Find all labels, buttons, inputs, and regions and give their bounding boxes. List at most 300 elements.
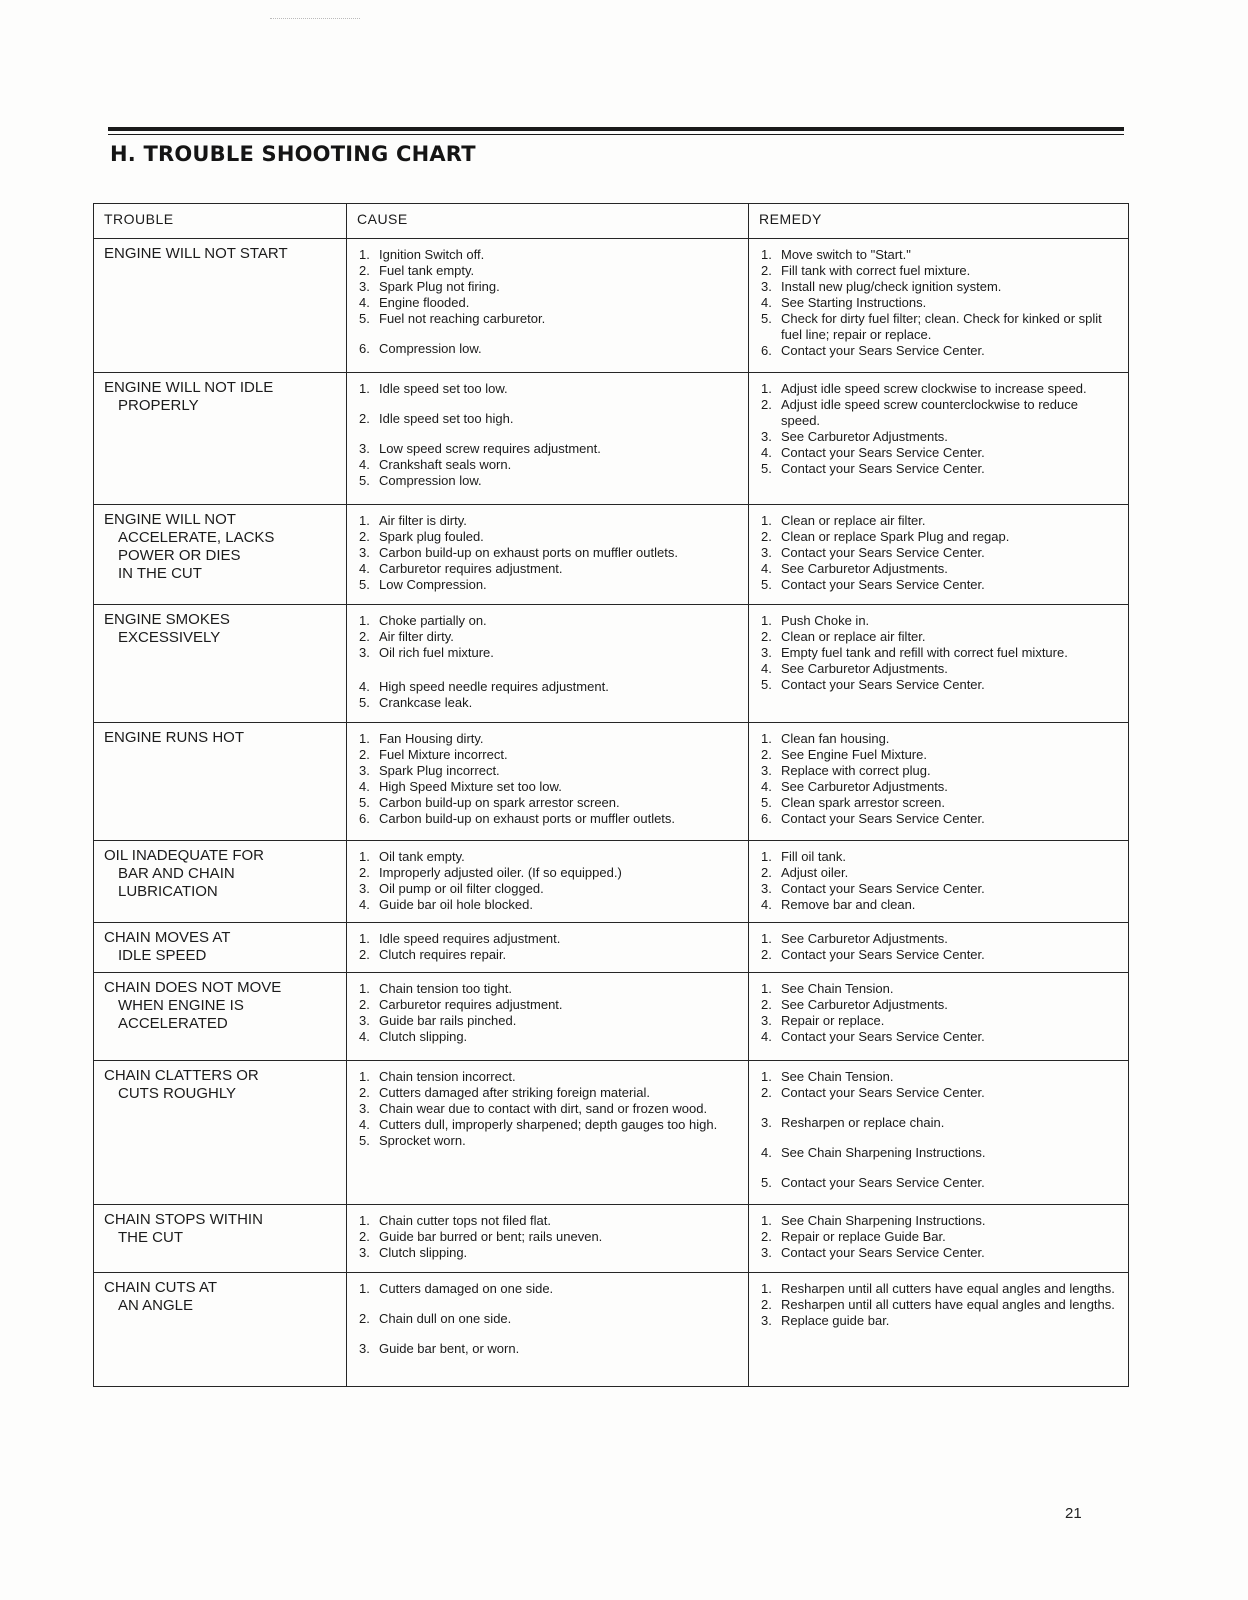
item-number: 3. bbox=[359, 1101, 370, 1116]
remedy-item bbox=[759, 1245, 1118, 1261]
trouble-cell bbox=[94, 723, 347, 841]
remedy-text: See Carburetor Adjustments. bbox=[781, 997, 948, 1012]
remedy-text: Repair or replace. bbox=[781, 1013, 885, 1028]
remedy-text: See Carburetor Adjustments. bbox=[781, 931, 948, 946]
cause-item bbox=[357, 613, 738, 629]
remedy-text: Adjust oiler. bbox=[781, 865, 849, 880]
cause-text: Clutch slipping. bbox=[379, 1029, 468, 1044]
item-number: 3. bbox=[761, 881, 772, 896]
item-number: 1. bbox=[761, 1281, 772, 1296]
item-number: 6. bbox=[359, 341, 370, 356]
remedy-text: Contact your Sears Service Center. bbox=[781, 947, 985, 962]
item-number: 1. bbox=[761, 981, 772, 996]
troubleshooting-table bbox=[93, 203, 1129, 1387]
remedy-text: Clean fan housing. bbox=[781, 731, 890, 746]
header-cause: CAUSE bbox=[347, 204, 749, 239]
cause-text: Air filter dirty. bbox=[379, 629, 454, 644]
item-number: 4. bbox=[359, 897, 370, 912]
cause-cell bbox=[347, 1273, 749, 1387]
item-number: 4. bbox=[761, 445, 772, 460]
item-number: 2. bbox=[359, 629, 370, 644]
cause-cell bbox=[347, 723, 749, 841]
remedy-text: Empty fuel tank and refill with correct fuel mixture. bbox=[781, 645, 1068, 660]
cause-item bbox=[357, 731, 738, 747]
remedy-text: Move switch to "Start." bbox=[781, 247, 911, 262]
cause-cell bbox=[347, 841, 749, 923]
item-number: 2. bbox=[761, 947, 772, 962]
cause-list bbox=[357, 847, 738, 913]
trouble-text: CHAIN CLATTERS OR bbox=[104, 1067, 259, 1084]
remedy-item bbox=[759, 429, 1118, 445]
cause-list bbox=[357, 611, 738, 711]
trouble-cell bbox=[94, 1061, 347, 1205]
cause-text: High Speed Mixture set too low. bbox=[379, 779, 562, 794]
item-number: 1. bbox=[359, 731, 370, 746]
item-number: 6. bbox=[761, 811, 772, 826]
remedy-cell bbox=[749, 923, 1129, 973]
remedy-cell bbox=[749, 1273, 1129, 1387]
remedy-text: Clean spark arrestor screen. bbox=[781, 795, 946, 810]
table-row bbox=[94, 239, 1129, 373]
remedy-text: Check for dirty fuel filter; clean. Check for kinked or split fuel line; repair or replace. bbox=[781, 311, 1102, 342]
remedy-text: Replace guide bar. bbox=[781, 1313, 890, 1328]
cause-text: Fuel tank empty. bbox=[379, 263, 475, 278]
cause-item bbox=[357, 411, 738, 427]
cause-text: Guide bar bent, or worn. bbox=[379, 1341, 520, 1356]
cause-item bbox=[357, 645, 738, 661]
cause-text: Clutch requires repair. bbox=[379, 947, 507, 962]
cause-text: Low speed screw requires adjustment. bbox=[379, 441, 601, 456]
cause-item bbox=[357, 1245, 738, 1261]
cause-text: Crankshaft seals worn. bbox=[379, 457, 512, 472]
cause-item bbox=[357, 473, 738, 489]
cause-item bbox=[357, 1341, 738, 1357]
cause-item bbox=[357, 763, 738, 779]
item-number: 6. bbox=[761, 343, 772, 358]
item-number: 4. bbox=[359, 779, 370, 794]
remedy-text: Adjust idle speed screw counterclockwise to reduce speed. bbox=[781, 397, 1078, 428]
cause-cell bbox=[347, 373, 749, 505]
item-number: 5. bbox=[761, 461, 772, 476]
cause-text: Cutters dull, improperly sharpened; depth gauges too high. bbox=[379, 1117, 718, 1132]
remedy-item bbox=[759, 849, 1118, 865]
cause-text: Chain dull on one side. bbox=[379, 1311, 512, 1326]
remedy-item bbox=[759, 1145, 1118, 1161]
cause-text: Carbon build-up on exhaust ports or muffler outlets. bbox=[379, 811, 676, 826]
trouble-cell bbox=[94, 1205, 347, 1273]
cause-text: Fan Housing dirty. bbox=[379, 731, 484, 746]
item-number: 1. bbox=[359, 381, 370, 396]
remedy-item bbox=[759, 445, 1118, 461]
cause-list bbox=[357, 379, 738, 489]
item-number: 3. bbox=[359, 279, 370, 294]
item-number: 5. bbox=[761, 795, 772, 810]
cause-text: Spark Plug not firing. bbox=[379, 279, 500, 294]
remedy-text: Push Choke in. bbox=[781, 613, 870, 628]
trouble-cell bbox=[94, 239, 347, 373]
remedy-item bbox=[759, 931, 1118, 947]
table-row bbox=[94, 923, 1129, 973]
remedy-text: Contact your Sears Service Center. bbox=[781, 881, 985, 896]
item-number: 2. bbox=[359, 1229, 370, 1244]
remedy-item bbox=[759, 279, 1118, 295]
table-row bbox=[94, 841, 1129, 923]
item-number: 3. bbox=[761, 279, 772, 294]
remedy-item bbox=[759, 865, 1118, 881]
item-number: 3. bbox=[761, 1013, 772, 1028]
remedy-text: Contact your Sears Service Center. bbox=[781, 677, 985, 692]
item-number: 4. bbox=[761, 561, 772, 576]
remedy-list bbox=[759, 245, 1118, 359]
trouble-text: LUBRICATION bbox=[118, 883, 218, 900]
remedy-item bbox=[759, 613, 1118, 629]
item-number: 1. bbox=[359, 849, 370, 864]
cause-item bbox=[357, 441, 738, 457]
cause-list bbox=[357, 511, 738, 593]
trouble-cell bbox=[94, 841, 347, 923]
remedy-text: See Chain Sharpening Instructions. bbox=[781, 1145, 986, 1160]
remedy-item bbox=[759, 529, 1118, 545]
item-number: 3. bbox=[359, 763, 370, 778]
cause-text: Compression low. bbox=[379, 473, 482, 488]
trouble-text: CHAIN MOVES AT bbox=[104, 929, 231, 946]
trouble-text: POWER OR DIES bbox=[118, 547, 241, 564]
item-number: 5. bbox=[761, 1175, 772, 1190]
remedy-item bbox=[759, 1013, 1118, 1029]
trouble-text: PROPERLY bbox=[118, 397, 199, 414]
cause-item bbox=[357, 1133, 738, 1149]
cause-item bbox=[357, 779, 738, 795]
cause-text: Spark Plug incorrect. bbox=[379, 763, 500, 778]
cause-item bbox=[357, 795, 738, 811]
remedy-item bbox=[759, 247, 1118, 263]
trouble-text: ENGINE WILL NOT START bbox=[104, 245, 288, 262]
cause-text: Spark plug fouled. bbox=[379, 529, 484, 544]
cause-cell bbox=[347, 505, 749, 605]
remedy-text: Contact your Sears Service Center. bbox=[781, 577, 985, 592]
cause-text: Crankcase leak. bbox=[379, 695, 473, 710]
cause-list bbox=[357, 245, 738, 357]
cause-item bbox=[357, 457, 738, 473]
cause-item bbox=[357, 679, 738, 695]
trouble-cell bbox=[94, 973, 347, 1061]
remedy-text: Contact your Sears Service Center. bbox=[781, 1085, 985, 1100]
item-number: 5. bbox=[761, 577, 772, 592]
remedy-text: Contact your Sears Service Center. bbox=[781, 343, 985, 358]
remedy-item bbox=[759, 545, 1118, 561]
cause-text: Chain wear due to contact with dirt, sand or frozen wood. bbox=[379, 1101, 708, 1116]
cause-item bbox=[357, 811, 738, 827]
item-number: 3. bbox=[359, 1013, 370, 1028]
remedy-cell bbox=[749, 1205, 1129, 1273]
item-number: 4. bbox=[761, 295, 772, 310]
item-number: 1. bbox=[359, 1281, 370, 1296]
trouble-text: ENGINE WILL NOT IDLE bbox=[104, 379, 274, 396]
item-number: 1. bbox=[359, 247, 370, 262]
trouble-cell bbox=[94, 505, 347, 605]
item-number: 1. bbox=[761, 513, 772, 528]
trouble-text: ENGINE RUNS HOT bbox=[104, 729, 245, 746]
remedy-text: Resharpen until all cutters have equal angles and lengths. bbox=[781, 1297, 1115, 1312]
cause-text: Carburetor requires adjustment. bbox=[379, 561, 563, 576]
cause-item bbox=[357, 1311, 738, 1327]
remedy-text: Repair or replace Guide Bar. bbox=[781, 1229, 946, 1244]
trouble-text: IN THE CUT bbox=[118, 565, 202, 582]
cause-item bbox=[357, 1069, 738, 1085]
item-number: 5. bbox=[761, 677, 772, 692]
cause-item bbox=[357, 897, 738, 913]
trouble-cell bbox=[94, 373, 347, 505]
item-number: 1. bbox=[761, 849, 772, 864]
table-body bbox=[94, 239, 1129, 1387]
table-row bbox=[94, 723, 1129, 841]
section-heading: H. TROUBLE SHOOTING CHART bbox=[110, 142, 476, 166]
item-number: 5. bbox=[761, 311, 772, 326]
item-number: 2. bbox=[761, 529, 772, 544]
cause-list bbox=[357, 729, 738, 827]
cause-list bbox=[357, 929, 738, 963]
cause-text: Guide bar oil hole blocked. bbox=[379, 897, 533, 912]
cause-item bbox=[357, 997, 738, 1013]
remedy-list bbox=[759, 729, 1118, 827]
remedy-list bbox=[759, 847, 1118, 913]
remedy-item bbox=[759, 1069, 1118, 1085]
item-number: 3. bbox=[761, 763, 772, 778]
cause-text: Clutch slipping. bbox=[379, 1245, 468, 1260]
remedy-item bbox=[759, 1313, 1118, 1329]
cause-cell bbox=[347, 605, 749, 723]
item-number: 1. bbox=[761, 613, 772, 628]
remedy-item bbox=[759, 897, 1118, 913]
table-row bbox=[94, 1273, 1129, 1387]
item-number: 1. bbox=[761, 931, 772, 946]
item-number: 3. bbox=[359, 881, 370, 896]
remedy-list bbox=[759, 929, 1118, 963]
item-number: 1. bbox=[761, 247, 772, 262]
cause-text: Carburetor requires adjustment. bbox=[379, 997, 563, 1012]
item-number: 2. bbox=[359, 1085, 370, 1100]
cause-cell bbox=[347, 1205, 749, 1273]
cause-text: Carbon build-up on spark arrestor screen. bbox=[379, 795, 620, 810]
table-row bbox=[94, 1061, 1129, 1205]
cause-item bbox=[357, 865, 738, 881]
cause-text: Low Compression. bbox=[379, 577, 487, 592]
remedy-text: See Carburetor Adjustments. bbox=[781, 429, 948, 444]
cause-text: Idle speed set too high. bbox=[379, 411, 514, 426]
item-number: 1. bbox=[359, 981, 370, 996]
remedy-item bbox=[759, 1281, 1118, 1297]
remedy-item bbox=[759, 1115, 1118, 1131]
item-number: 2. bbox=[761, 1229, 772, 1244]
remedy-text: Fill tank with correct fuel mixture. bbox=[781, 263, 971, 278]
remedy-text: See Carburetor Adjustments. bbox=[781, 561, 948, 576]
item-number: 2. bbox=[359, 1311, 370, 1326]
cause-item bbox=[357, 1281, 738, 1297]
remedy-list bbox=[759, 979, 1118, 1045]
cause-item bbox=[357, 545, 738, 561]
trouble-text: CHAIN DOES NOT MOVE bbox=[104, 979, 282, 996]
cause-text: Oil rich fuel mixture. bbox=[379, 645, 494, 660]
remedy-text: See Chain Tension. bbox=[781, 981, 894, 996]
remedy-text: See Chain Sharpening Instructions. bbox=[781, 1213, 986, 1228]
cause-item bbox=[357, 1101, 738, 1117]
remedy-text: Contact your Sears Service Center. bbox=[781, 445, 985, 460]
cause-text: Chain tension incorrect. bbox=[379, 1069, 516, 1084]
remedy-item bbox=[759, 397, 1118, 429]
cause-cell bbox=[347, 1061, 749, 1205]
trouble-text: CHAIN CUTS AT bbox=[104, 1279, 218, 1296]
cause-item bbox=[357, 1085, 738, 1101]
item-number: 2. bbox=[359, 747, 370, 762]
cause-item bbox=[357, 247, 738, 263]
remedy-cell bbox=[749, 723, 1129, 841]
cause-text: Choke partially on. bbox=[379, 613, 487, 628]
remedy-item bbox=[759, 513, 1118, 529]
page-number: 21 bbox=[1065, 1505, 1082, 1522]
remedy-list bbox=[759, 379, 1118, 477]
remedy-item bbox=[759, 1213, 1118, 1229]
header-rule-thin bbox=[108, 134, 1124, 135]
cause-item bbox=[357, 1013, 738, 1029]
remedy-item bbox=[759, 311, 1118, 343]
remedy-text: Clean or replace Spark Plug and regap. bbox=[781, 529, 1010, 544]
item-number: 2. bbox=[359, 997, 370, 1012]
header-rule-thick bbox=[108, 127, 1124, 131]
item-number: 3. bbox=[761, 645, 772, 660]
remedy-text: See Carburetor Adjustments. bbox=[781, 661, 948, 676]
table-row bbox=[94, 973, 1129, 1061]
remedy-item bbox=[759, 811, 1118, 827]
cause-text: High speed needle requires adjustment. bbox=[379, 679, 609, 694]
item-number: 3. bbox=[359, 545, 370, 560]
cause-cell bbox=[347, 239, 749, 373]
cause-item bbox=[357, 695, 738, 711]
cause-text: Guide bar rails pinched. bbox=[379, 1013, 517, 1028]
item-number: 1. bbox=[761, 731, 772, 746]
item-number: 1. bbox=[359, 613, 370, 628]
remedy-item bbox=[759, 677, 1118, 693]
remedy-text: Contact your Sears Service Center. bbox=[781, 1029, 985, 1044]
trouble-text: THE CUT bbox=[118, 1229, 183, 1246]
cause-cell bbox=[347, 973, 749, 1061]
item-number: 3. bbox=[761, 545, 772, 560]
remedy-list bbox=[759, 511, 1118, 593]
cause-text: Cutters damaged on one side. bbox=[379, 1281, 554, 1296]
trouble-text: WHEN ENGINE IS bbox=[118, 997, 244, 1014]
cause-item bbox=[357, 577, 738, 593]
remedy-text: Contact your Sears Service Center. bbox=[781, 811, 985, 826]
item-number: 4. bbox=[761, 1029, 772, 1044]
item-number: 2. bbox=[359, 865, 370, 880]
trouble-cell bbox=[94, 605, 347, 723]
item-number: 4. bbox=[359, 561, 370, 576]
trouble-text: CUTS ROUGHLY bbox=[118, 1085, 237, 1102]
cause-item bbox=[357, 947, 738, 963]
scan-speck bbox=[270, 18, 360, 20]
cause-text: Idle speed requires adjustment. bbox=[379, 931, 561, 946]
item-number: 6. bbox=[359, 811, 370, 826]
item-number: 2. bbox=[761, 397, 772, 412]
cause-text: Carbon build-up on exhaust ports on muffler outlets. bbox=[379, 545, 678, 560]
item-number: 1. bbox=[359, 1213, 370, 1228]
header-remedy: REMEDY bbox=[749, 204, 1129, 239]
cause-item bbox=[357, 881, 738, 897]
cause-text: Fuel not reaching carburetor. bbox=[379, 311, 546, 326]
cause-list bbox=[357, 979, 738, 1045]
remedy-text: Contact your Sears Service Center. bbox=[781, 1245, 985, 1260]
item-number: 2. bbox=[761, 263, 772, 278]
table-row bbox=[94, 505, 1129, 605]
cause-item bbox=[357, 1029, 738, 1045]
cause-text: Idle speed set too low. bbox=[379, 381, 508, 396]
remedy-text: Resharpen until all cutters have equal angles and lengths. bbox=[781, 1281, 1115, 1296]
cause-item bbox=[357, 279, 738, 295]
item-number: 1. bbox=[359, 513, 370, 528]
item-number: 4. bbox=[761, 1145, 772, 1160]
cause-list bbox=[357, 1279, 738, 1357]
item-number: 2. bbox=[761, 747, 772, 762]
remedy-cell bbox=[749, 1061, 1129, 1205]
table-row bbox=[94, 605, 1129, 723]
remedy-item bbox=[759, 1297, 1118, 1313]
trouble-text: EXCESSIVELY bbox=[118, 629, 221, 646]
remedy-item bbox=[759, 629, 1118, 645]
item-number: 3. bbox=[761, 1313, 772, 1328]
remedy-text: Clean or replace air filter. bbox=[781, 513, 926, 528]
remedy-list bbox=[759, 611, 1118, 693]
trouble-cell bbox=[94, 1273, 347, 1387]
table-row bbox=[94, 373, 1129, 505]
remedy-item bbox=[759, 981, 1118, 997]
remedy-item bbox=[759, 1029, 1118, 1045]
cause-item bbox=[357, 263, 738, 279]
cause-text: Engine flooded. bbox=[379, 295, 470, 310]
cause-item bbox=[357, 341, 738, 357]
remedy-text: Replace with correct plug. bbox=[781, 763, 931, 778]
item-number: 3. bbox=[359, 441, 370, 456]
remedy-item bbox=[759, 881, 1118, 897]
item-number: 5. bbox=[359, 1133, 370, 1148]
cause-item bbox=[357, 747, 738, 763]
item-number: 4. bbox=[359, 679, 370, 694]
remedy-text: See Carburetor Adjustments. bbox=[781, 779, 948, 794]
cause-item bbox=[357, 513, 738, 529]
header-trouble: TROUBLE bbox=[94, 204, 347, 239]
remedy-cell bbox=[749, 373, 1129, 505]
remedy-cell bbox=[749, 239, 1129, 373]
item-number: 5. bbox=[359, 577, 370, 592]
remedy-item bbox=[759, 295, 1118, 311]
remedy-item bbox=[759, 947, 1118, 963]
trouble-text: BAR AND CHAIN bbox=[118, 865, 235, 882]
cause-list bbox=[357, 1067, 738, 1149]
item-number: 2. bbox=[761, 1297, 772, 1312]
item-number: 2. bbox=[761, 997, 772, 1012]
cause-item bbox=[357, 1213, 738, 1229]
remedy-list bbox=[759, 1067, 1118, 1191]
trouble-text: IDLE SPEED bbox=[118, 947, 207, 964]
cause-text: Improperly adjusted oiler. (If so equipped.) bbox=[379, 865, 622, 880]
item-number: 5. bbox=[359, 795, 370, 810]
trouble-text: ENGINE SMOKES bbox=[104, 611, 230, 628]
item-number: 2. bbox=[761, 865, 772, 880]
cause-item bbox=[357, 1229, 738, 1245]
item-number: 1. bbox=[359, 931, 370, 946]
cause-list bbox=[357, 1211, 738, 1261]
cause-cell bbox=[347, 923, 749, 973]
cause-item bbox=[357, 381, 738, 397]
remedy-text: Install new plug/check ignition system. bbox=[781, 279, 1002, 294]
